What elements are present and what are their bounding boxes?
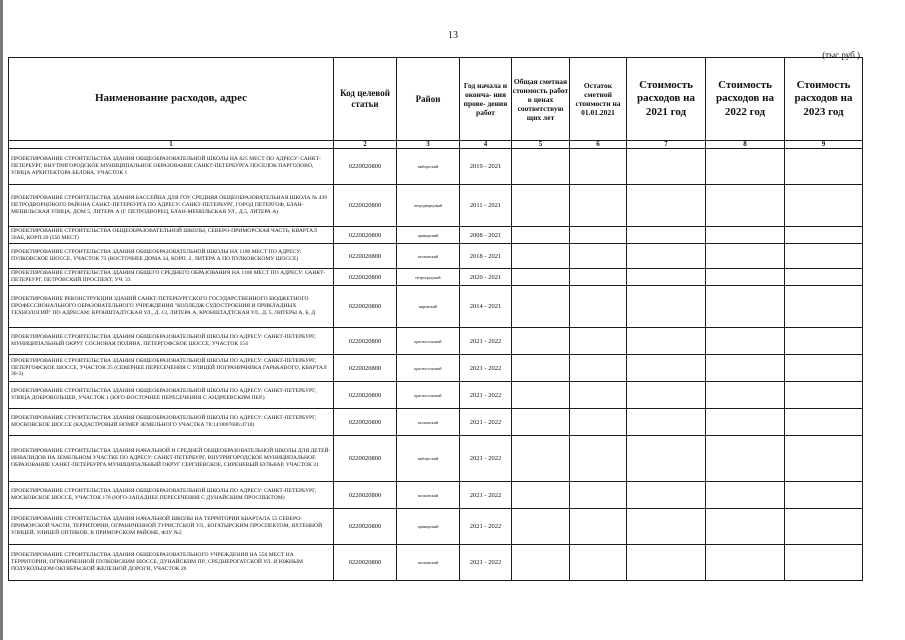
expenses-table (8, 57, 863, 581)
total-cost-cell (512, 409, 570, 436)
expense-name: ПРОЕКТИРОВАНИЕ СТРОИТЕЛЬСТВА ЗДАНИЯ ОБЩЕОБРАЗОВАТЕЛЬНОЙ ШКОЛЫ ПО АДРЕСУ: САНКТ-ПЕТЕРБУРГ, УЛИЦА ДОБРОВОЛЬЦЕВ, УЧАСТОК 1 (ЮГО-ВОСТОЧНЕЕ ПЕРЕСЕЧЕНИЯ С АНДРЕЕВСКИМ ПЕР.) (9, 382, 334, 409)
district: выборгский (397, 436, 460, 482)
total-cost-cell (512, 355, 570, 382)
header-code: Код целевой статьи (334, 58, 397, 141)
total-cost-cell (512, 382, 570, 409)
column-number: 4 (460, 141, 512, 149)
cost-2022-cell (706, 286, 785, 328)
cost-2023-cell (785, 185, 863, 227)
work-period: 2020 - 2021 (460, 269, 512, 286)
work-period: 2021 - 2022 (460, 482, 512, 509)
table-row (9, 409, 863, 436)
cost-2021-cell (627, 382, 706, 409)
cost-2023-cell (785, 269, 863, 286)
expense-name: ПРОЕКТИРОВАНИЕ СТРОИТЕЛЬСТВА ЗДАНИЯ ОБЩЕОБРАЗОВАТЕЛЬНОЙ ШКОЛЫ ПО АДРЕСУ: САНКТ-ПЕТЕРБУРГ, ПЕТЕРГОФСКОЕ ШОССЕ, УЧАСТОК 25 (СЕВЕРНЕЕ ПЕРЕСЕЧЕНИЯ С УЛИЦЕЙ ПОГРАНИЧНИКА ГАРЬКАВОГО, КВАРТАЛ 30-3) (9, 355, 334, 382)
total-cost-cell (512, 328, 570, 355)
remainder-cell (570, 409, 627, 436)
district: петродворцовый (397, 185, 460, 227)
remainder-cell (570, 269, 627, 286)
target-code: 0220020800 (334, 269, 397, 286)
remainder-cell (570, 227, 627, 244)
target-code: 0220020800 (334, 382, 397, 409)
work-period: 2021 - 2022 (460, 409, 512, 436)
cost-2023-cell (785, 509, 863, 545)
column-number: 8 (706, 141, 785, 149)
header-remainder: Остаток сметной стоимости на 01.01.2021 (570, 58, 627, 141)
total-cost-cell (512, 269, 570, 286)
work-period: 2014 - 2021 (460, 286, 512, 328)
cost-2021-cell (627, 286, 706, 328)
cost-2023-cell (785, 328, 863, 355)
header-cost-2023: Стоимость расходов на 2023 год (785, 58, 863, 141)
column-number: 5 (512, 141, 570, 149)
expense-name: ПРОЕКТИРОВАНИЕ СТРОИТЕЛЬСТВА ОБЩЕОБРАЗОВАТЕЛЬНОЙ ШКОЛЫ, СЕВЕРО-ПРИМОРСКАЯ ЧАСТЬ, КВАРТАЛ 56АБ, КОРП.39 (550 МЕСТ) (9, 227, 334, 244)
work-period: 2018 - 2021 (460, 244, 512, 269)
remainder-cell (570, 436, 627, 482)
header-cost-2021: Стоимость расходов на 2021 год (627, 58, 706, 141)
table-row (9, 149, 863, 185)
district: красносельский (397, 382, 460, 409)
column-number: 3 (397, 141, 460, 149)
remainder-cell (570, 328, 627, 355)
remainder-cell (570, 482, 627, 509)
cost-2023-cell (785, 355, 863, 382)
remainder-cell (570, 509, 627, 545)
column-number: 2 (334, 141, 397, 149)
work-period: 2021 - 2022 (460, 382, 512, 409)
district: московский (397, 409, 460, 436)
expense-name: ПРОЕКТИРОВАНИЕ СТРОИТЕЛЬСТВА ЗДАНИЯ ОБЩЕОБРАЗОВАТЕЛЬНОГО УЧРЕЖДЕНИЯ НА 550 МЕСТ НА ТЕРРИТОРИИ, ОГРАНИЧЕННОЙ ПУЛКОВСКИМ ШОССЕ, ДУНАЙСКИМ ПР., СРЕДНЕРОГАТСКОЙ УЛ. И ЮЖНЫМ ПОЛУКОЛЬЦОМ ОКТЯБРЬСКОЙ ЖЕЛЕЗНОЙ ДОРОГИ, УЧАСТОК 26 (9, 545, 334, 581)
target-code: 0220020800 (334, 409, 397, 436)
cost-2021-cell (627, 328, 706, 355)
table-row (9, 482, 863, 509)
expense-name: ПРОЕКТИРОВАНИЕ СТРОИТЕЛЬСТВА ЗДАНИЯ ОБЩЕОБРАЗОВАТЕЛЬНОЙ ШКОЛЫ ПО АДРЕСУ: САНКТ-ПЕТЕРБУРГ, МУНИЦИПАЛЬНЫЙ ОКРУГ СОСНОВАЯ ПОЛЯНА, ПЕТЕРГОФСКОЕ ШОССЕ, УЧАСТОК 154 (9, 328, 334, 355)
table-row (9, 286, 863, 328)
table-row (9, 509, 863, 545)
cost-2021-cell (627, 482, 706, 509)
table-row (9, 436, 863, 482)
expense-name: ПРОЕКТИРОВАНИЕ СТРОИТЕЛЬСТВА ЗДАНИЯ ОБЩЕОБРАЗОВАТЕЛЬНОЙ ШКОЛЫ НА 1100 МЕСТ ПО АДРЕСУ: ПУЛКОВСКОЕ ШОССЕ, УЧАСТОК 73 (ВОСТОЧНЕЕ ДОМА 34, КОРП. 2, ЛИТЕРА А ПО ПУЛКОВСКОМУ ШОССЕ) (9, 244, 334, 269)
work-period: 2021 - 2022 (460, 328, 512, 355)
cost-2021-cell (627, 545, 706, 581)
expense-name: ПРОЕКТИРОВАНИЕ СТРОИТЕЛЬСТВА ЗДАНИЯ ОБЩЕОБРАЗОВАТЕЛЬНОЙ ШКОЛЫ ПО АДРЕСУ: САНКТ-ПЕТЕРБУРГ, МОСКОВСКОЕ ШОССЕ, УЧАСТОК 178 (ЮГО-ЗАПАДНЕЕ ПЕРЕСЕЧЕНИЯ С ДУНАЙСКИМ ПРОСПЕКТОМ) (9, 482, 334, 509)
cost-2022-cell (706, 409, 785, 436)
total-cost-cell (512, 227, 570, 244)
table-row (9, 269, 863, 286)
target-code: 0220020800 (334, 227, 397, 244)
cost-2022-cell (706, 382, 785, 409)
header-period: Год начала и оконча- ния прове- дения работ (460, 58, 512, 141)
district: кировский (397, 286, 460, 328)
cost-2023-cell (785, 409, 863, 436)
expense-name: ПРОЕКТИРОВАНИЕ РЕКОНСТРУКЦИИ ЗДАНИЙ САНКТ-ПЕТЕРБУРГСКОГО ГОСУДАРСТВЕННОГО БЮДЖЕТНОГО ПРОФЕССИОНАЛЬНОГО ОБРАЗОВАТЕЛЬНОГО УЧРЕЖДЕНИЯ "КОЛЛЕДЖ СУДОСТРОЕНИЯ И ПРИКЛАДНЫХ ТЕХНОЛОГИЙ" ПО АДРЕСАМ: КРОНШТАДТСКАЯ УЛ., Д. 13, ЛИТЕРА А, КРОНШТАДТСКАЯ УЛ., Д. 5, ЛИТЕРЫ А, Б, Д (9, 286, 334, 328)
cost-2022-cell (706, 244, 785, 269)
target-code: 0220020800 (334, 355, 397, 382)
cost-2023-cell (785, 545, 863, 581)
table-row (9, 185, 863, 227)
cost-2021-cell (627, 227, 706, 244)
cost-2023-cell (785, 149, 863, 185)
cost-2022-cell (706, 269, 785, 286)
target-code: 0220020800 (334, 244, 397, 269)
district: московский (397, 244, 460, 269)
cost-2021-cell (627, 436, 706, 482)
cost-2022-cell (706, 328, 785, 355)
column-number: 6 (570, 141, 627, 149)
cost-2022-cell (706, 355, 785, 382)
remainder-cell (570, 286, 627, 328)
cost-2023-cell (785, 244, 863, 269)
cost-2022-cell (706, 227, 785, 244)
cost-2023-cell (785, 286, 863, 328)
header-total-cost: Общая сметная стоимость работ в ценах соответствую щих лет (512, 58, 570, 141)
expense-name: ПРОЕКТИРОВАНИЕ СТРОИТЕЛЬСТВА ЗДАНИЯ НАЧАЛЬНОЙ ШКОЛЫ НА ТЕРРИТОРИИ КВАРТАЛА 55 СЕВЕРО-ПРИМОРСКОЙ ЧАСТИ, ТЕРРИТОРИИ, ОГРАНИЧЕННОЙ ТУРИСТСКОЙ УЛ., БОГАТЫРСКИМ ПРОСПЕКТОМ, ЯХТЕННОЙ УЛИЦЕЙ, УЛИЦЕЙ ОПТИКОВ, В ПРИМОРСКОМ РАЙОНЕ, ФЗУ №2 (9, 509, 334, 545)
target-code: 0220020800 (334, 509, 397, 545)
expense-name: ПРОЕКТИРОВАНИЕ СТРОИТЕЛЬСТВА ЗДАНИЯ НАЧАЛЬНОЙ И СРЕДНЕЙ ОБЩЕОБРАЗОВАТЕЛЬНОЙ ШКОЛЫ ДЛЯ ДЕТЕЙ-ИНВАЛИДОВ НА ЗЕМЕЛЬНОМ УЧАСТКЕ ПО АДРЕСУ: САНКТ-ПЕТЕРБУРГ, ВНУТРИГОРОДСКОЕ МУНИЦИПАЛЬНОЕ ОБРАЗОВАНИЕ САНКТ-ПЕТЕРБУРГА МУНИЦИПАЛЬНЫЙ ОКРУГ СЕРГИЕВСКОЕ, СИРЕНЕВЫЙ БУЛЬВАР, УЧАСТОК 31 (9, 436, 334, 482)
header-cost-2022: Стоимость расходов на 2022 год (706, 58, 785, 141)
header-name: Наименование расходов, адрес (9, 58, 334, 141)
table-row (9, 545, 863, 581)
page-number: 13 (448, 30, 458, 41)
district: красносельский (397, 328, 460, 355)
header-row (9, 58, 863, 141)
target-code: 0220020800 (334, 436, 397, 482)
scan-margin-line (0, 0, 3, 640)
total-cost-cell (512, 482, 570, 509)
cost-2021-cell (627, 244, 706, 269)
cost-2022-cell (706, 545, 785, 581)
cost-2022-cell (706, 436, 785, 482)
cost-2022-cell (706, 509, 785, 545)
total-cost-cell (512, 149, 570, 185)
column-number: 7 (627, 141, 706, 149)
work-period: 2021 - 2022 (460, 509, 512, 545)
total-cost-cell (512, 545, 570, 581)
cost-2023-cell (785, 436, 863, 482)
target-code: 0220020800 (334, 149, 397, 185)
expense-name: ПРОЕКТИРОВАНИЕ СТРОИТЕЛЬСТВА ЗДАНИЯ ОБЩЕОБРАЗОВАТЕЛЬНОЙ ШКОЛЫ ПО АДРЕСУ: САНКТ-ПЕТЕРБУРГ, МОСКОВСКОЕ ШОССЕ (КАДАСТРОВЫЙ НОМЕР ЗЕМЕЛЬНОГО УЧАСТКА 78:14:0007686:4718) (9, 409, 334, 436)
total-cost-cell (512, 436, 570, 482)
total-cost-cell (512, 509, 570, 545)
cost-2021-cell (627, 149, 706, 185)
table-row (9, 355, 863, 382)
target-code: 0220020800 (334, 482, 397, 509)
expense-name: ПРОЕКТИРОВАНИЕ СТРОИТЕЛЬСТВА ЗДАНИЯ БАССЕЙНА ДЛЯ ГОУ СРЕДНЯЯ ОБЩЕОБРАЗОВАТЕЛЬНАЯ ШКОЛА № 439 ПЕТРОДВОРЦОВОГО РАЙОНА САНКТ-ПЕТЕРБУРГА ПО АДРЕСУ: САНКТ-ПЕТЕРБУРГ, ГОРОД ПЕТЕРГОФ, БЛАН-МЕНИЛЬСКАЯ УЛИЦА, ДОМ 5, ЛИТЕРА А (Г. ПЕТРОДВОРЕЦ, БЛАН-МЕНИЛЬСКАЯ УЛ., Д.5, ЛИТЕРА А) (9, 185, 334, 227)
district: выборгский (397, 149, 460, 185)
district: московский (397, 545, 460, 581)
total-cost-cell (512, 244, 570, 269)
district: приморский (397, 227, 460, 244)
column-number: 1 (9, 141, 334, 149)
cost-2021-cell (627, 355, 706, 382)
work-period: 2019 - 2021 (460, 149, 512, 185)
cost-2023-cell (785, 482, 863, 509)
target-code: 0220020800 (334, 185, 397, 227)
remainder-cell (570, 382, 627, 409)
district: красносельский (397, 355, 460, 382)
cost-2021-cell (627, 409, 706, 436)
column-number: 9 (785, 141, 863, 149)
header-district: Район (397, 58, 460, 141)
cost-2022-cell (706, 482, 785, 509)
work-period: 2008 - 2021 (460, 227, 512, 244)
table-row (9, 227, 863, 244)
remainder-cell (570, 185, 627, 227)
target-code: 0220020800 (334, 286, 397, 328)
district: московский (397, 482, 460, 509)
total-cost-cell (512, 185, 570, 227)
cost-2023-cell (785, 227, 863, 244)
cost-2022-cell (706, 185, 785, 227)
column-number-row (9, 141, 863, 149)
units-label: (тыс.руб.) (822, 50, 860, 60)
cost-2023-cell (785, 382, 863, 409)
work-period: 2021 - 2022 (460, 545, 512, 581)
expense-name: ПРОЕКТИРОВАНИЕ СТРОИТЕЛЬСТВА ЗДАНИЯ ОБЩЕОБРАЗОВАТЕЛЬНОЙ ШКОЛЫ НА 825 МЕСТ ПО АДРЕСУ: САНКТ-ПЕТЕРБУРГ, ВНУТРИГОРОДСКОЕ МУНИЦИПАЛЬНОЕ ОБРАЗОВАНИЕ САНКТ-ПЕТЕРБУРГА ПОСЕЛОК ПАРГОЛОВО, УЛИЦА АРХИТЕКТОРА БЕЛОВА, УЧАСТОК 1 (9, 149, 334, 185)
target-code: 0220020800 (334, 328, 397, 355)
cost-2021-cell (627, 269, 706, 286)
table-row (9, 382, 863, 409)
table-row (9, 328, 863, 355)
district: петроградский (397, 269, 460, 286)
cost-2021-cell (627, 509, 706, 545)
work-period: 2021 - 2022 (460, 355, 512, 382)
district: приморский (397, 509, 460, 545)
table-row (9, 244, 863, 269)
work-period: 2021 - 2022 (460, 436, 512, 482)
remainder-cell (570, 355, 627, 382)
work-period: 2011 - 2021 (460, 185, 512, 227)
remainder-cell (570, 244, 627, 269)
cost-2021-cell (627, 185, 706, 227)
expense-name: ПРОЕКТИРОВАНИЕ СТРОИТЕЛЬСТВА ЗДАНИЯ ОБЩЕГО СРЕДНЕГО ОБРАЗОВАНИЯ НА 1100 МЕСТ ПО АДРЕСУ: САНКТ-ПЕТЕРБУРГ, ПЕТРОВСКИЙ ПРОСПЕКТ, УЧ. 33 (9, 269, 334, 286)
remainder-cell (570, 545, 627, 581)
target-code: 0220020800 (334, 545, 397, 581)
remainder-cell (570, 149, 627, 185)
cost-2022-cell (706, 149, 785, 185)
total-cost-cell (512, 286, 570, 328)
